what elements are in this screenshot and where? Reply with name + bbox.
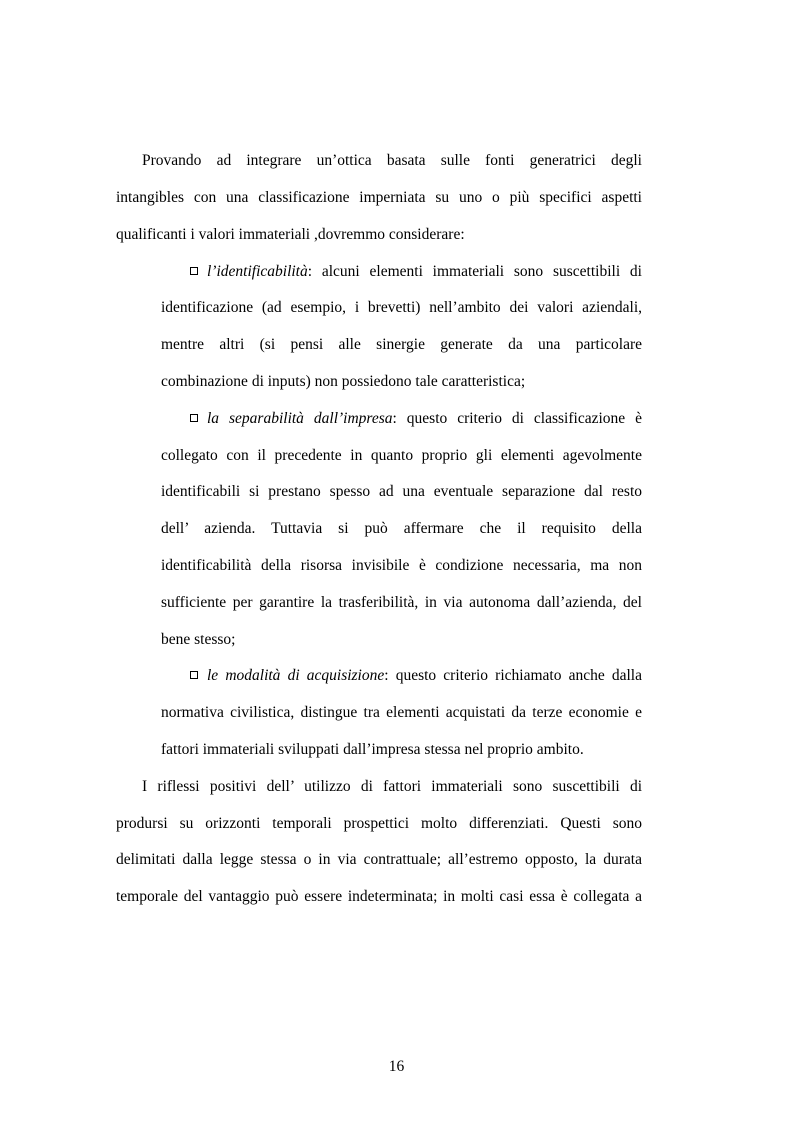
- item-term: l’identificabilità: [207, 263, 308, 280]
- closing-line-2: prodursi su orizzonti temporali prospettici molto differenziati. Questi sono: [116, 815, 642, 832]
- item-2-line-3: identificabili si prestano spesso ad una eventuale separazione dal resto: [161, 483, 642, 500]
- item-2-line-7: bene stesso;: [161, 631, 236, 648]
- checkbox-bullet-icon: [190, 267, 198, 275]
- item-1-line-3: mentre altri (si pensi alle sinergie generate da una particolare: [161, 336, 642, 353]
- item-2-line-6: sufficiente per garantire la trasferibilità, in via autonoma dall’azienda, del: [161, 594, 642, 611]
- item-2-line-5: identificabilità della risorsa invisibile è condizione necessaria, ma non: [161, 557, 642, 574]
- list-item-modalita-acquisizione: [190, 666, 642, 686]
- list-item-identificabilita: [190, 262, 642, 282]
- item-term: le modalità di acquisizione: [207, 667, 385, 684]
- intro-line-2: intangibles con una classificazione imperniata su uno o più specifici aspetti: [116, 189, 642, 206]
- item-term: la separabilità dall’impresa: [207, 410, 393, 427]
- item-2-line-2: collegato con il precedente in quanto proprio gli elementi agevolmente: [161, 447, 642, 464]
- item-1-line-2: identificazione (ad esempio, i brevetti) nell’ambito dei valori aziendali,: [161, 299, 642, 316]
- page-number: 16: [388, 1058, 405, 1075]
- closing-line-3: delimitati dalla legge stessa o in via contrattuale; all’estremo opposto, la durata: [116, 851, 642, 868]
- checkbox-bullet-icon: [190, 671, 198, 679]
- checkbox-bullet-icon: [190, 414, 198, 422]
- closing-line-1: I riflessi positivi dell’ utilizzo di fattori immateriali sono suscettibili di: [142, 778, 642, 795]
- item-3-line-2: normativa civilistica, distingue tra elementi acquistati da terze economie e: [161, 704, 642, 721]
- intro-line-1: Provando ad integrare un’ottica basata sulle fonti generatrici degli: [142, 152, 642, 169]
- item-2-line-4: dell’ azienda. Tuttavia si può affermare che il requisito della: [161, 520, 642, 537]
- item-1-line-4: combinazione di inputs) non possiedono tale caratteristica;: [161, 373, 526, 390]
- list-item-separabilita: [190, 409, 642, 429]
- item-text: : questo criterio richiamato anche dalla: [384, 667, 642, 684]
- item-3-line-3: fattori immateriali sviluppati dall’impresa stessa nel proprio ambito.: [161, 741, 584, 758]
- item-text: : questo criterio di classificazione è: [392, 410, 642, 427]
- closing-line-4: temporale del vantaggio può essere indeterminata; in molti casi essa è collegata a: [116, 888, 642, 905]
- item-text: : alcuni elementi immateriali sono suscettibili di: [307, 263, 642, 280]
- intro-line-3: qualificanti i valori immateriali ,dovremmo considerare:: [116, 226, 465, 243]
